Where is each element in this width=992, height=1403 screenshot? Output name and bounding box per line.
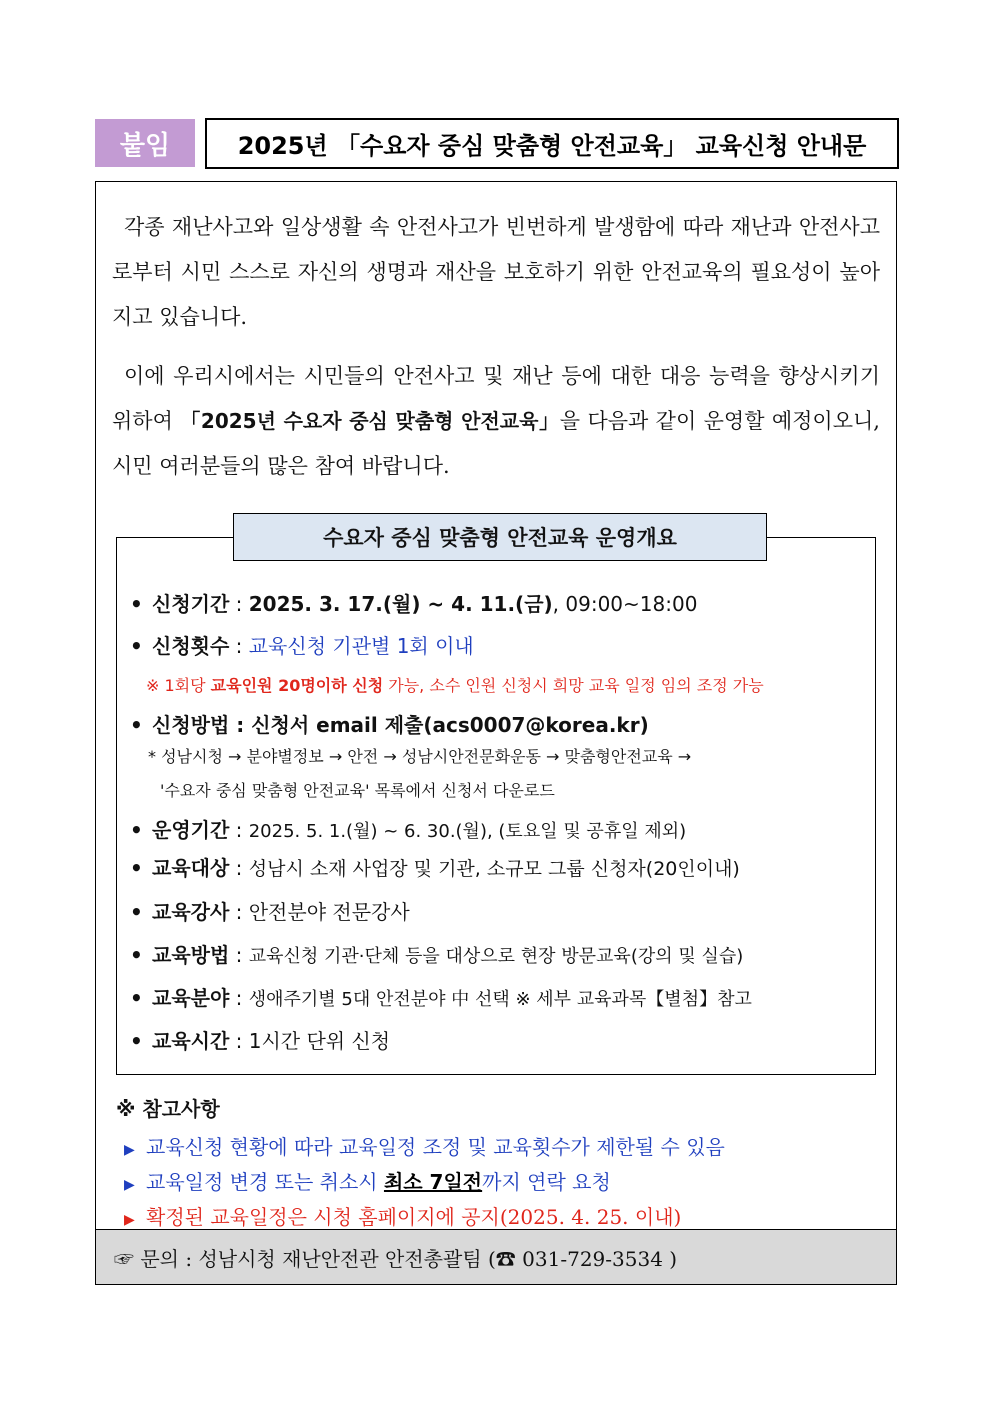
method-path-line-2: '수요자 중심 맞춤형 안전교육' 목록에서 신청서 다운로드 [160, 781, 555, 800]
contact-bar [96, 1229, 896, 1284]
edu-method-value: 교육신청 기관·단체 등을 대상으로 현장 방문교육(강의 및 실습) [248, 946, 744, 967]
bullet-icon: • [130, 986, 143, 1010]
separator: : [229, 592, 249, 616]
document-title: 2025년 「수요자 중심 맞춤형 안전교육」 교육신청 안내문 [205, 118, 899, 169]
bullet-icon: • [130, 1029, 143, 1053]
overview-row-instructor [130, 896, 410, 925]
intro-paragraph-2 [112, 354, 880, 489]
overview-row-count [130, 630, 474, 659]
separator: : [229, 900, 249, 924]
intro-section [112, 205, 880, 489]
reference-item-3-text: 확정된 교육일정은 시청 홈페이지에 공지(2025. 4. 25. 이내) [146, 1205, 682, 1229]
bullet-icon: • [130, 900, 143, 924]
intro-p2-program-name: 「2025년 수요자 중심 맞춤형 안전교육」 [180, 409, 560, 433]
method-label: 신청방법 [152, 713, 230, 737]
overview-row-target [130, 852, 740, 881]
field-label: 교육분야 [152, 986, 230, 1010]
period-label: 신청기간 [152, 592, 230, 616]
overview-row-time [130, 1025, 390, 1054]
reference-title: ※ 참고사항 [116, 1097, 220, 1121]
bullet-icon: • [130, 634, 143, 658]
separator: : [229, 943, 249, 967]
note-prefix: ※ 1회당 [146, 676, 211, 695]
reference-item-2-text-c: 까지 연락 요청 [482, 1170, 611, 1194]
target-label: 교육대상 [152, 856, 230, 880]
intro-paragraph-1: 각종 재난사고와 일상생활 속 안전사고가 빈번하게 발생함에 따라 재난과 안전사고로부터 시민 스스로 자신의 생명과 재산을 보호하기 위한 안전교육의 필요성이 높아지고 있습니다. [112, 215, 880, 329]
intro-p2-text-c: 을 다음과 같이 운영할 예정이오니, 시민 여러분들의 많은 참여 바랍니다. [112, 409, 880, 478]
reference-item-2-text-a: 교육일정 변경 또는 취소시 [146, 1170, 384, 1194]
overview-row-method [130, 709, 649, 738]
field-value: 생애주기별 5대 안전분야 中 선택 ※ 세부 교육과목【별첨】참고 [248, 989, 752, 1010]
triangle-icon: ▶ [124, 1142, 135, 1158]
bullet-icon: • [130, 856, 143, 880]
method-value: : 신청서 email 제출(acs0007@korea.kr) [229, 713, 649, 737]
period-date: 2025. 3. 17.(월) ~ 4. 11.(금) [248, 592, 553, 616]
ops-label: 운영기간 [152, 818, 230, 842]
separator: : [229, 986, 249, 1010]
overview-row-period [130, 588, 697, 617]
reference-item-1 [124, 1131, 725, 1160]
instructor-value: 안전분야 전문강사 [248, 900, 410, 924]
overview-title: 수요자 중심 맞춤형 안전교육 운영개요 [233, 513, 767, 561]
instructor-label: 교육강사 [152, 900, 230, 924]
reference-item-2-highlight: 최소 7일전 [383, 1170, 483, 1194]
separator: : [229, 856, 249, 880]
time-value: 1시간 단위 신청 [248, 1029, 391, 1053]
reference-item-1-text: 교육신청 현황에 따라 교육일정 조정 및 교육횟수가 제한될 수 있음 [146, 1135, 725, 1159]
count-value: 교육신청 기관별 1회 이내 [248, 634, 474, 658]
separator: : [229, 818, 249, 842]
attachment-tag: 붙임 [95, 119, 195, 167]
count-note [146, 673, 764, 696]
contact-text: ☞ 문의 : 성남시청 재난안전관 안전총괄팀 (☎ 031-729-3534 ) [114, 1246, 678, 1271]
note-suffix: 가능, 소수 인원 신청시 희망 교육 일정 임의 조정 가능 [383, 676, 764, 695]
separator: : [229, 1029, 249, 1053]
bullet-icon: • [130, 943, 143, 967]
triangle-icon: ▶ [124, 1212, 135, 1228]
note-highlight: 교육인원 20명이하 신청 [210, 676, 384, 695]
triangle-icon: ▶ [124, 1177, 135, 1193]
overview-row-edu-method [130, 939, 743, 968]
overview-row-field [130, 982, 752, 1011]
reference-item-2 [124, 1166, 611, 1195]
bullet-icon: • [130, 592, 143, 616]
time-label: 교육시간 [152, 1029, 230, 1053]
bullet-icon: • [130, 818, 143, 842]
ops-value: 2025. 5. 1.(월) ~ 6. 30.(월), (토요일 및 공휴일 제외) [248, 821, 687, 842]
period-time: , 09:00~18:00 [552, 592, 698, 616]
intro-p2-text-a: 이에 우리시에서는 시민들의 안전사고 및 재난 등에 대한 대응 능력을 향상시키기 위하여 [112, 364, 880, 433]
target-value: 성남시 소재 사업장 및 기관, 소규모 그룹 신청자(20인이내) [248, 858, 740, 880]
bullet-icon: • [130, 713, 143, 737]
overview-row-ops [130, 814, 686, 843]
edu-method-label: 교육방법 [152, 943, 230, 967]
count-label: 신청횟수 [152, 634, 230, 658]
separator: : [229, 634, 249, 658]
reference-item-3 [124, 1201, 681, 1230]
method-path-line-1: * 성남시청 → 분야별정보 → 안전 → 성남시안전문화운동 → 맞춤형안전교육 → [148, 747, 692, 766]
